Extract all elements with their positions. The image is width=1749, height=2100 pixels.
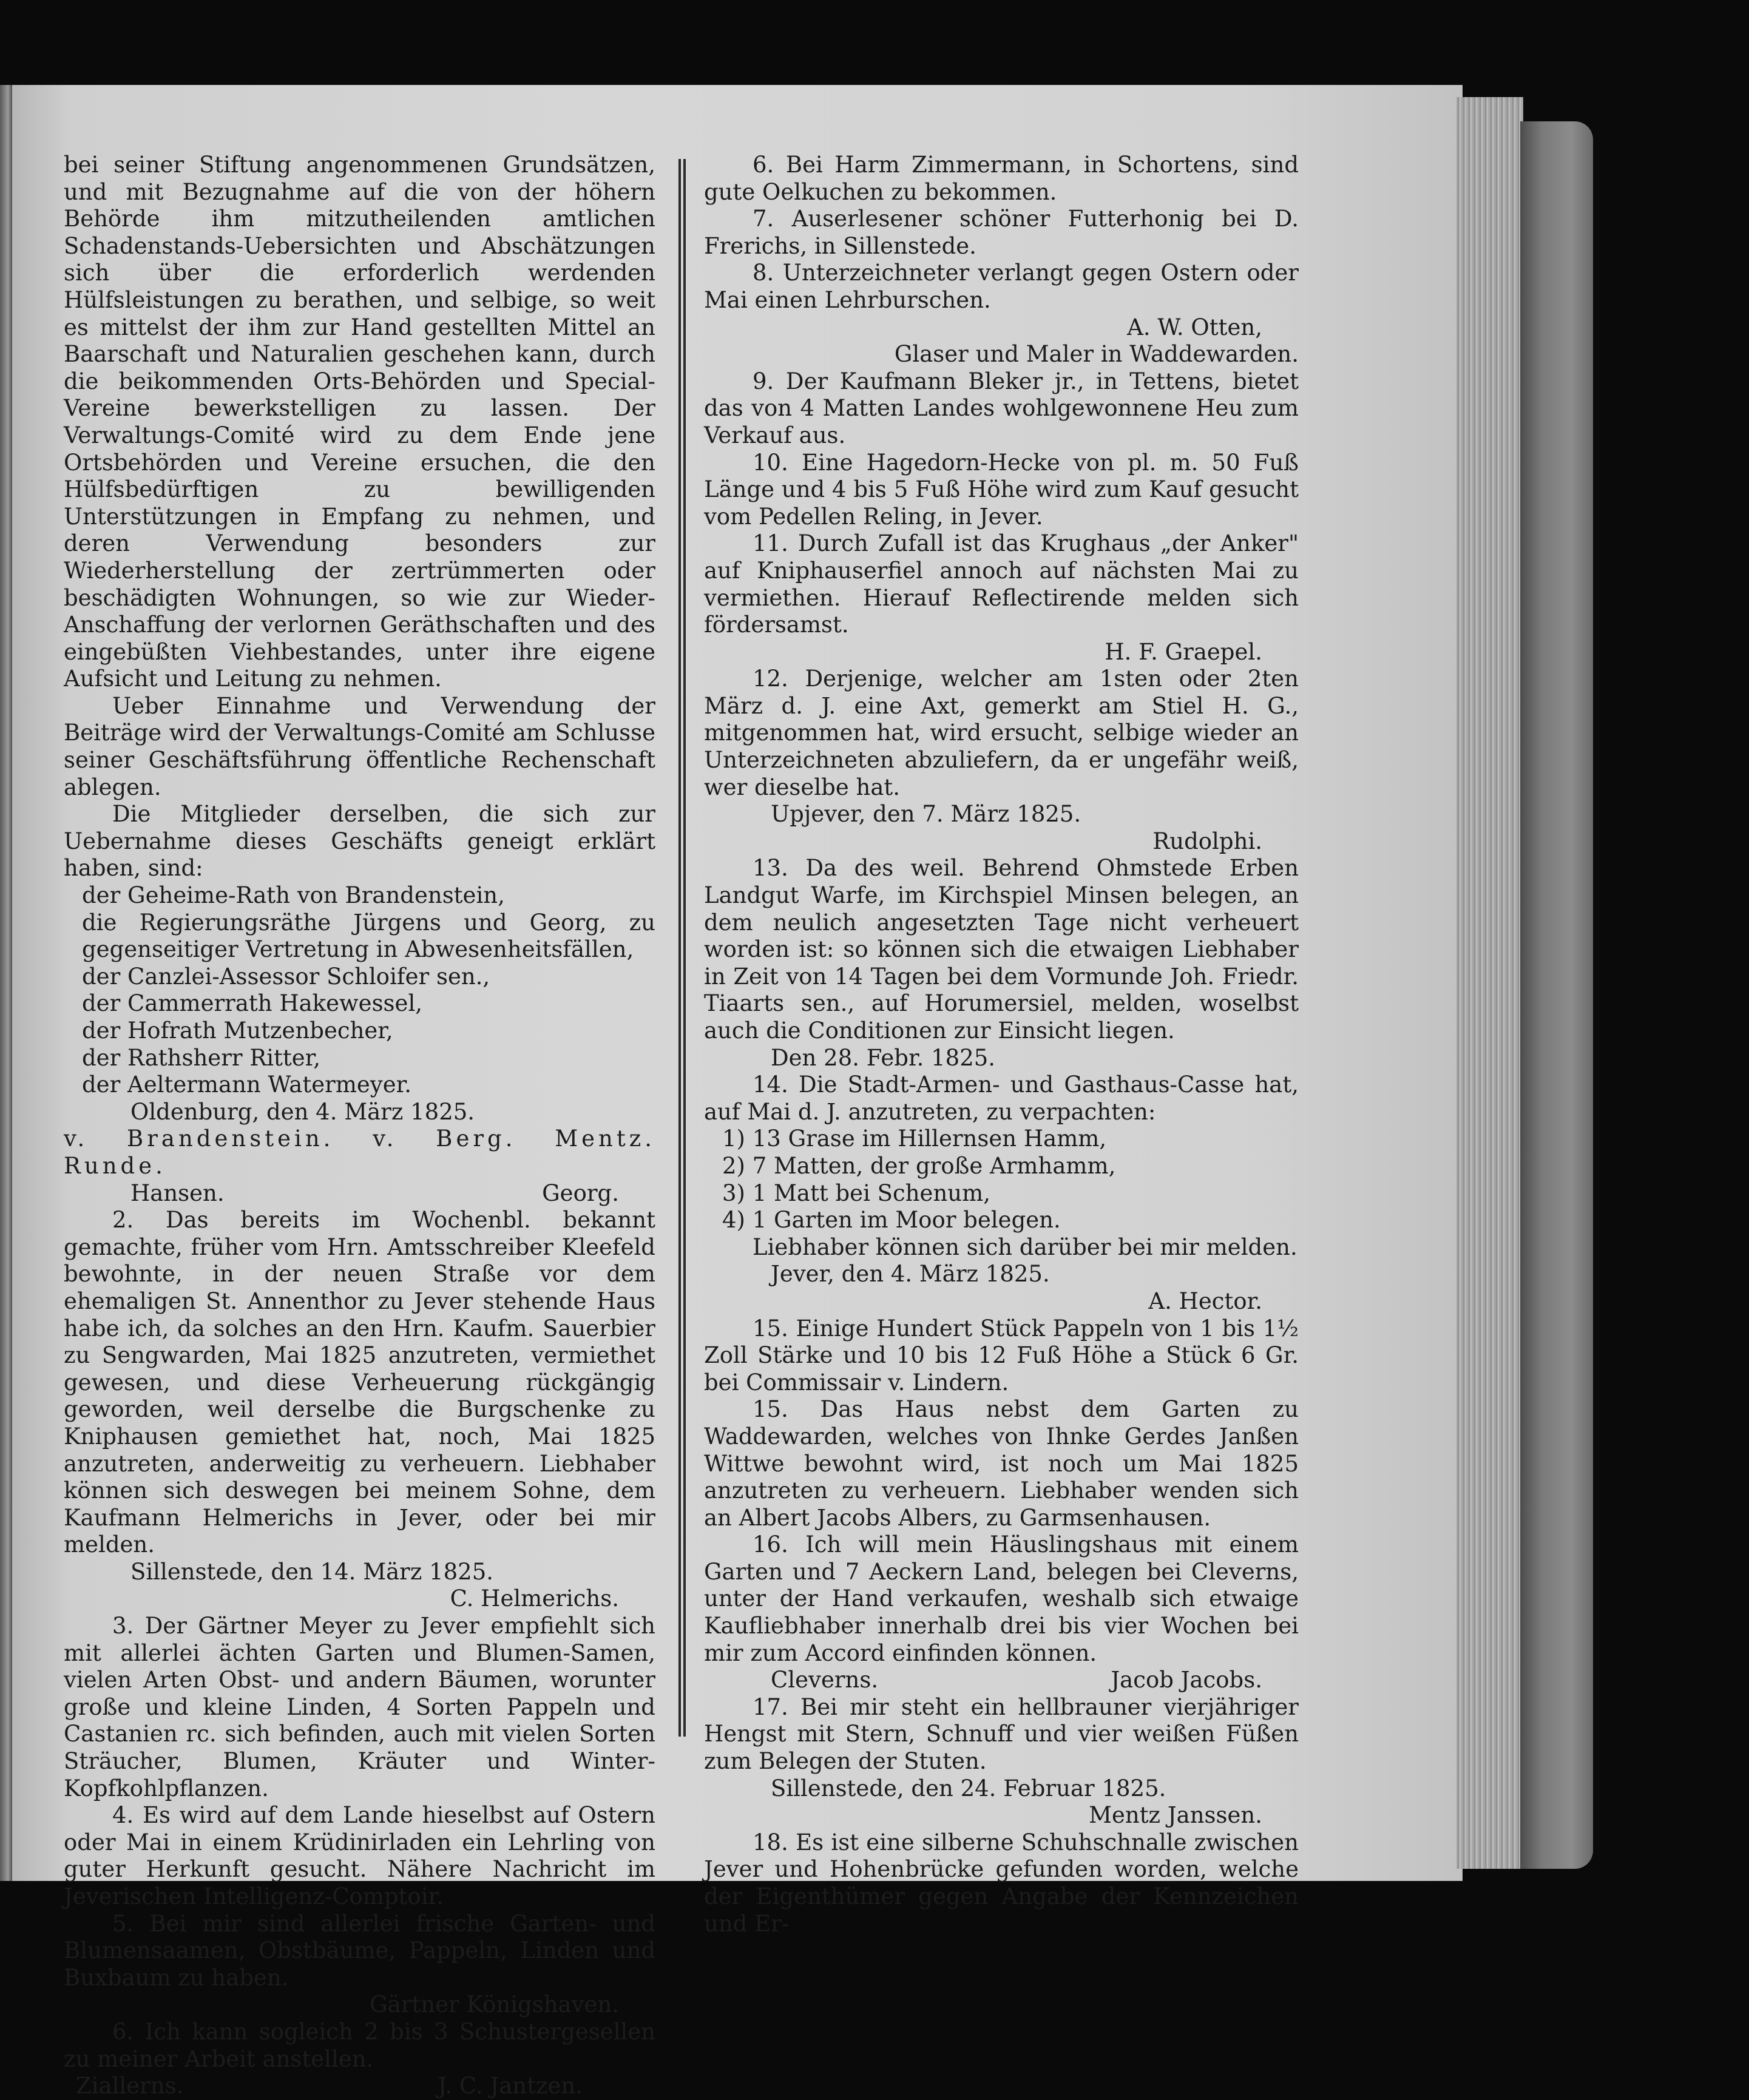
dateline: Den 28. Febr. 1825. — [771, 1044, 996, 1071]
dateline: Jever, den 4. März 1825. — [771, 1261, 1050, 1288]
advertisement: 17. Bei mir steht ein hellbrauner vierjähriger Hengst mit Stern, Schnuff und vier weißen Füßen zum Belegen der Stuten. — [704, 1693, 1299, 1775]
member-item: der Aeltermann Watermeyer. — [82, 1072, 411, 1098]
page-stack-edge — [1456, 97, 1523, 1869]
list-item: 1) 13 Grase im Hillernsen Hamm, — [722, 1126, 1107, 1152]
book-left-edge — [0, 85, 13, 1881]
signature: Jacob Jacobs. — [1111, 1667, 1262, 1693]
column-divider — [678, 159, 686, 1737]
advertisement: 8. Unterzeichneter verlangt gegen Ostern oder Mai einen Lehrburschen. — [704, 260, 1299, 313]
paragraph: Ueber Einnahme und Verwendung der Beiträge wird der Verwaltungs-Comité am Schlusse seiner Geschäftsführung öffentliche Rechenschaft ablegen. — [64, 692, 655, 800]
signature: Georg. — [542, 1180, 619, 1206]
signature: Rudolphi. — [1152, 828, 1262, 854]
list-item: 4) 1 Garten im Moor belegen. — [722, 1207, 1061, 1234]
place: Cleverns. — [771, 1667, 879, 1693]
advertisement: 18. Es ist eine silberne Schuhschnalle zwischen Jever und Hohenbrücke gefunden worden, welche der Eigenthümer gegen Angabe der Kennzeichen und Er- — [704, 1829, 1299, 1937]
paragraph: bei seiner Stiftung angenommenen Grundsätzen, und mit Bezugnahme auf die von der höhern Behörde ihm mitzutheilenden amtlichen Schadenstands-Uebersichten und Abschätzungen sich über die erforderlich werdenden Hülfsleistungen zu berathen, und selbige, so weit es mittelst der ihm zur Hand gestellten Mittel an Baarschaft und Naturalien geschehen kann, durch die beikommenden Orts-Behörden und Special-Vereine bewerkstelligen zu lassen. Der Verwaltungs-Comité wird zu dem Ende jene Ortsbehörden und Vereine ersuchen, die den Hülfsbedürftigen zu bewilligenden Unterstützungen in Empfang zu nehmen, und deren Verwendung besonders zur Wiederherstellung der zertrümmerten oder beschädigten Wohnungen, so wie zur Wieder-Anschaffung der verlornen Geräthschaften und des eingebüßten Viehbestandes, unter ihre eigene Aufsicht und Leitung zu nehmen. — [64, 152, 655, 692]
signature: Glaser und Maler in Waddewarden. — [894, 341, 1299, 368]
list-item: 2) 7 Matten, der große Armhamm, — [722, 1152, 1116, 1179]
member-item: der Hofrath Mutzenbecher, — [82, 1018, 393, 1044]
advertisement: 6. Bei Harm Zimmermann, in Schortens, sind gute Oelkuchen zu bekommen. — [704, 152, 1299, 205]
dateline: Sillenstede, den 24. Februar 1825. — [771, 1775, 1166, 1801]
signature-pair — [64, 1180, 655, 1207]
signature: J. C. Jantzen. — [438, 2073, 583, 2099]
signature-line: v. Brandenstein. v. Berg. Mentz. Runde. — [64, 1126, 655, 1179]
signature: Mentz Janssen. — [1089, 1802, 1262, 1829]
signature: A. Hector. — [1148, 1288, 1262, 1314]
advertisement: 13. Da des weil. Behrend Ohmstede Erben Landgut Warfe, im Kirchspiel Minsen belegen, an dem neulich angesetzten Tage nicht verheuert worden ist: so können sich die etwaigen Liebhaber in Zeit von 14 Tagen bei dem Vormunde Joh. Friedr. Tiaarts sen., auf Horumersiel, melden, woselbst auch die Conditionen zur Einsicht liegen. — [704, 855, 1299, 1044]
advertisement: 15. Einige Hundert Stück Pappeln von 1 bis 1½ Zoll Stärke und 10 bis 12 Fuß Höhe a Stück 6 Gr. bei Commissair v. Lindern. — [704, 1315, 1299, 1396]
list-item: 3) 1 Matt bei Schenum, — [722, 1180, 990, 1206]
advertisement: 14. Die Stadt-Armen- und Gasthaus-Casse hat, auf Mai d. J. anzutreten, zu verpachten: — [704, 1072, 1299, 1125]
advertisement: 15. Das Haus nebst dem Garten zu Waddewarden, welches von Ihnke Gerdes Janßen Wittwe bewohnt wird, ist noch um Mai 1825 anzutreten zu verheuern. Liebhaber wenden sich an Albert Jacobs Albers, zu Garmsenhausen. — [704, 1396, 1299, 1531]
advertisement: 6. Ich kann sogleich 2 bis 3 Schustergesellen zu meiner Arbeit anstellen. — [64, 2018, 655, 2072]
advertisement: 4. Es wird auf dem Lande hieselbst auf Ostern oder Mai in einem Krüdinirladen ein Lehrling von guter Herkunft gesucht. Nähere Nachricht im Jeverischen Intelligenz-Comptoir. — [64, 1802, 655, 1909]
advertisement: 7. Auserlesener schöner Futterhonig bei D. Frerichs, in Sillenstede. — [704, 206, 1299, 259]
member-item: der Canzlei-Assessor Schloifer sen., — [82, 963, 490, 990]
signature: A. W. Otten, — [1127, 314, 1262, 340]
right-column — [704, 152, 1299, 1937]
book-cover-edge — [1520, 121, 1593, 1869]
member-item: der Rathsherr Ritter, — [82, 1044, 321, 1071]
signature: Gärtner Königshaven. — [370, 1991, 619, 2018]
signature: H. F. Graepel. — [1105, 638, 1262, 665]
advertisement: 16. Ich will mein Häuslingshaus mit einem Garten und 7 Aeckern Land, belegen bei Cleverns, unter der Hand verkaufen, weshalb sich etwaige Kaufliebhaber innerhalb drei bis vier Wochen bei mir zum Accord einfinden können. — [704, 1531, 1299, 1666]
member-item: die Regierungsräthe Jürgens und Georg, zu gegenseitiger Vertretung in Abwesenheitsfällen, — [82, 909, 655, 963]
signature: Hansen. — [130, 1180, 225, 1206]
place: Ziallerns. — [76, 2073, 184, 2099]
signature-pair — [64, 2073, 655, 2100]
left-column — [64, 152, 655, 2100]
advertisement: 11. Durch Zufall ist das Krughaus „der Anker" auf Kniphauserfiel annoch auf nächsten Mai zu vermiethen. Hierauf Reflectirende melden sich fördersamst. — [704, 530, 1299, 638]
paragraph: Liebhaber können sich darüber bei mir melden. — [753, 1234, 1297, 1260]
advertisement: 10. Eine Hagedorn-Hecke von pl. m. 50 Fuß Länge und 4 bis 5 Fuß Höhe wird zum Kauf gesucht vom Pedellen Reling, in Jever. — [704, 449, 1299, 530]
advertisement: 2. Das bereits im Wochenbl. bekannt gemachte, früher vom Hrn. Amtsschreiber Kleefeld bewohnte, in der neuen Straße vor dem ehemaligen St. Annenthor zu Jever stehende Haus habe ich, da solches an den Hrn. Kaufm. Sauerbier zu Sengwarden, Mai 1825 anzutreten, vermiethet gewesen, und diese Verheuerung rückgängig geworden, weil derselbe die Burgschenke zu Kniphausen gemiethet hat, noch, Mai 1825 anzutreten, anderweitig zu verheuern. Liebhaber können sich deswegen bei meinem Sohne, dem Kaufmann Helmerichs in Jever, oder bei mir melden. — [64, 1207, 655, 1558]
advertisement: 12. Derjenige, welcher am 1sten oder 2ten März d. J. eine Axt, gemerkt am Stiel H. G., mitgenommen hat, wird ersucht, selbige wieder an Unterzeichneten abzuliefern, da er ungefähr weiß, wer dieselbe hat. — [704, 666, 1299, 800]
signature-pair — [704, 1667, 1299, 1694]
member-item: der Cammerrath Hakewessel, — [82, 990, 423, 1017]
advertisement: 5. Bei mir sind allerlei frische Garten- und Blumensaamen, Obstbäume, Pappeln, Linden und Buxbaum zu haben. — [64, 1910, 655, 1991]
advertisement: 9. Der Kaufmann Bleker jr., in Tettens, bietet das von 4 Matten Landes wohlgewonnene Heu zum Verkauf aus. — [704, 368, 1299, 448]
dateline: Oldenburg, den 4. März 1825. — [130, 1098, 475, 1125]
advertisement: 3. Der Gärtner Meyer zu Jever empfiehlt sich mit allerlei ächten Garten und Blumen-Samen, vielen Arten Obst- und andern Bäumen, worunter große und kleine Linden, 4 Sorten Pappeln und Castanien rc. sich befinden, auch mit vielen Sorten Sträucher, Blumen, Kräuter und Winter-Kopfkohlpflanzen. — [64, 1613, 655, 1801]
member-item: der Geheime-Rath von Brandenstein, — [82, 882, 505, 909]
dateline: Sillenstede, den 14. März 1825. — [130, 1558, 494, 1585]
paragraph: Die Mitglieder derselben, die sich zur Uebernahme dieses Geschäfts geneigt erklärt haben, sind: — [64, 801, 655, 882]
dateline: Upjever, den 7. März 1825. — [771, 801, 1081, 828]
signature: C. Helmerichs. — [450, 1585, 619, 1612]
